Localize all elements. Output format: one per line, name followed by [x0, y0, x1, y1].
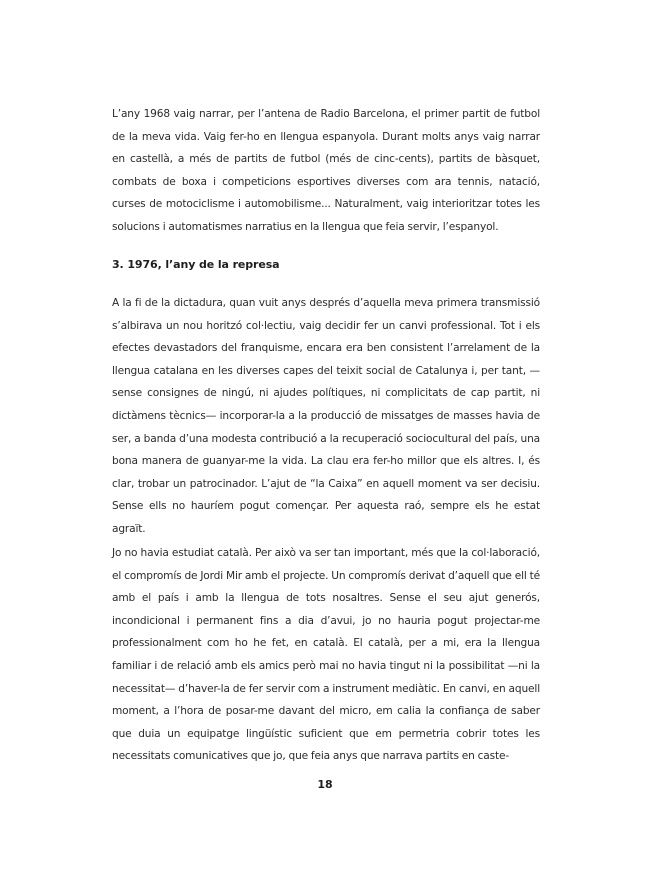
section-heading: 3. 1976, l’any de la represa	[112, 258, 280, 271]
page-number: 18	[317, 778, 333, 791]
paragraph-1: L’any 1968 vaig narrar, per l’antena de Radio Barcelona, el primer partit de futbol de la meva vida. Vaig fer-ho en llengua espanyola. Durant molts anys vaig narrar en castellà, a més de partits de futbol (més de cinc-cents), partits de bàsquet, combats de boxa i competicions esportives diverses com ara tennis, natació, curses de motociclisme i automobilisme... Naturalment, vaig interioritzar totes les solucions i automatismes narratius en la llengua que feia servir, l’espanyol.	[112, 108, 540, 233]
paragraph-3: Jo no havia estudiat català. Per això va ser tan important, més que la col·laboració, el compromís de Jordi Mir amb el projecte. Un compromís derivat d’aquell que ell té amb el país i amb la llengua de tots nosaltres. Sense el seu ajut generós, incondicional i permanent fins a dia d’avui, jo no hauria pogut projectar-me professionalment com ho he fet, en català. El català, per a mi, era la llengua familiar i de relació amb els amics però mai no havia tingut ni la possibilitat —ni la necessitat— d’haver-la de fer servir com a instrument mediàtic. En canvi, en aquell moment, a l’hora de posar-me davant del micro, em calia la confiança de saber que duia un equipatge lingüístic suficient que em permetria cobrir totes les necessitats comunicatives que jo, que feia anys que narrava partits en caste-	[112, 547, 540, 763]
paragraph-2: A la fi de la dictadura, quan vuit anys després d’aquella meva primera transmissió s’albirava un nou horitzó col·lectiu, vaig decidir fer un canvi professional. Tot i els efectes devastadors del franquisme, encara era ben consistent l’arrelament de la llengua catalana en les diverses capes del teixit social de Catalunya i, per tant, —sense consignes de ningú, ni ajudes polítiques, ni complicitats de cap partit, ni dictàmens tècnics— incorporar-la a la producció de missatges de masses havia de ser, a banda d’una modesta contribució a la recuperació sociocultural del país, una bona manera de guanyar-me la vida. La clau era fer-ho millor que els altres. I, és clar, trobar un patrocinador. L’ajut de “la Caixa” en aquell moment va ser decisiu. Sense ells no hauríem pogut començar. Per aquesta raó, sempre els he estat agraït.	[112, 297, 540, 535]
